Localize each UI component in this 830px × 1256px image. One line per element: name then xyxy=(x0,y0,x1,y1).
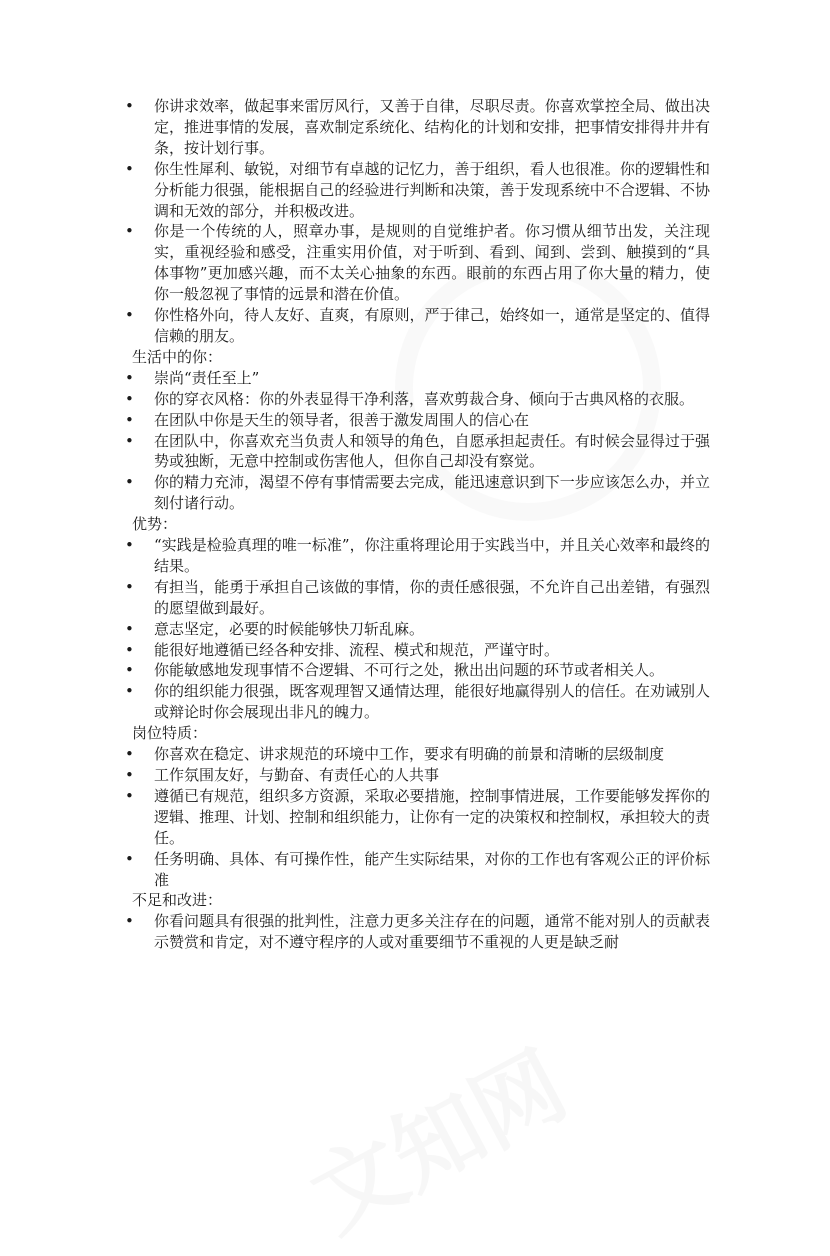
bullet-item: • 有担当，能勇于承担自己该做的事情，你的责任感很强，不允许自己出差错，有强烈的愿望做到最好。 xyxy=(124,577,710,619)
bullet-item: • 你的穿衣风格：你的外表显得干净利落，喜欢剪裁合身、倾向于古典风格的衣服。 xyxy=(124,389,710,410)
bullet-item: • 在团队中，你喜欢充当负责人和领导的角色，自愿承担起责任。有时候会显得过于强势或独断，无意中控制或伤害他人，但你自己却没有察觉。 xyxy=(124,431,710,473)
section-heading-strengths: 优势： xyxy=(132,515,178,534)
bullet-item: • 崇尚“责任至上” xyxy=(124,368,710,389)
bullet-item: • “实践是检验真理的唯一标准”，你注重将理论用于实践当中，并且关心效率和最终的结果。 xyxy=(124,535,710,577)
bullet-item: • 你喜欢在稳定、讲求规范的环境中工作，要求有明确的前景和清晰的层级制度 xyxy=(124,744,710,765)
document-body xyxy=(124,96,710,953)
bullet-item: • 你的组织能力很强，既客观理智又通情达理，能很好地赢得别人的信任。在劝诫别人或辩论时你会展现出非凡的魄力。 xyxy=(124,681,710,723)
bullet-item: • 你看问题具有很强的批判性，注意力更多关注存在的问题，通常不能对别人的贡献表示赞赏和肯定，对不遵守程序的人或对重要细节不重视的人更是缺乏耐 xyxy=(124,911,710,953)
bullet-item: • 遵循已有规范，组织多方资源，采取必要措施，控制事情进展，工作要能够发挥你的逻辑、推理、计划、控制和组织能力，让你有一定的决策权和控制权，承担较大的责任。 xyxy=(124,786,710,849)
section-heading-life: 生活中的你： xyxy=(132,347,223,366)
bullet-item: • 能很好地遵循已经各种安排、流程、模式和规范，严谨守时。 xyxy=(124,640,710,661)
bullet-item: • 你是一个传统的人，照章办事，是规则的自觉维护者。你习惯从细节出发，关注现实，重视经验和感受，注重实用价值，对于听到、看到、闻到、尝到、触摸到的“具体事物”更加感兴趣，而不太关心抽象的东西。眼前的东西占用了你大量的精力，使你一般忽视了事情的远景和潜在价值。 xyxy=(124,221,710,305)
bullet-item: • 你能敏感地发现事情不合逻辑、不可行之处，揪出出问题的环节或者相关人。 xyxy=(124,660,710,681)
bullet-item: • 任务明确、具体、有可操作性，能产生实际结果，对你的工作也有客观公正的评价标准 xyxy=(124,849,710,891)
bullet-item: • 工作氛围友好，与勤奋、有责任心的人共事 xyxy=(124,765,710,786)
bullet-item: • 你性格外向，待人友好、直爽，有原则，严于律己，始终如一，通常是坚定的、值得信赖的朋友。 xyxy=(124,305,710,347)
bullet-item: • 你的精力充沛，渴望不停有事情需要去完成，能迅速意识到下一步应该怎么办，并立刻付诸行动。 xyxy=(124,472,710,514)
bullet-item: • 你讲求效率，做起事来雷厉风行，又善于自律，尽职尽责。你喜欢掌控全局、做出决定，推进事情的发展，喜欢制定系统化、结构化的计划和安排，把事情安排得井井有条，按计划行事。 xyxy=(124,96,710,159)
bullet-item: • 在团队中你是天生的领导者，很善于激发周围人的信心在 xyxy=(124,410,710,431)
bullet-item: • 意志坚定，必要的时候能够快刀斩乱麻。 xyxy=(124,619,710,640)
section-heading-job-traits: 岗位特质： xyxy=(132,724,208,743)
section-heading-improvements: 不足和改进： xyxy=(132,891,223,910)
bullet-item: • 你生性犀利、敏锐，对细节有卓越的记忆力，善于组织，看人也很准。你的逻辑性和分析能力很强，能根据自己的经验进行判断和决策，善于发现系统中不合逻辑、不协调和无效的部分，并积极改进。 xyxy=(124,159,710,222)
watermark-text xyxy=(285,1014,584,1256)
